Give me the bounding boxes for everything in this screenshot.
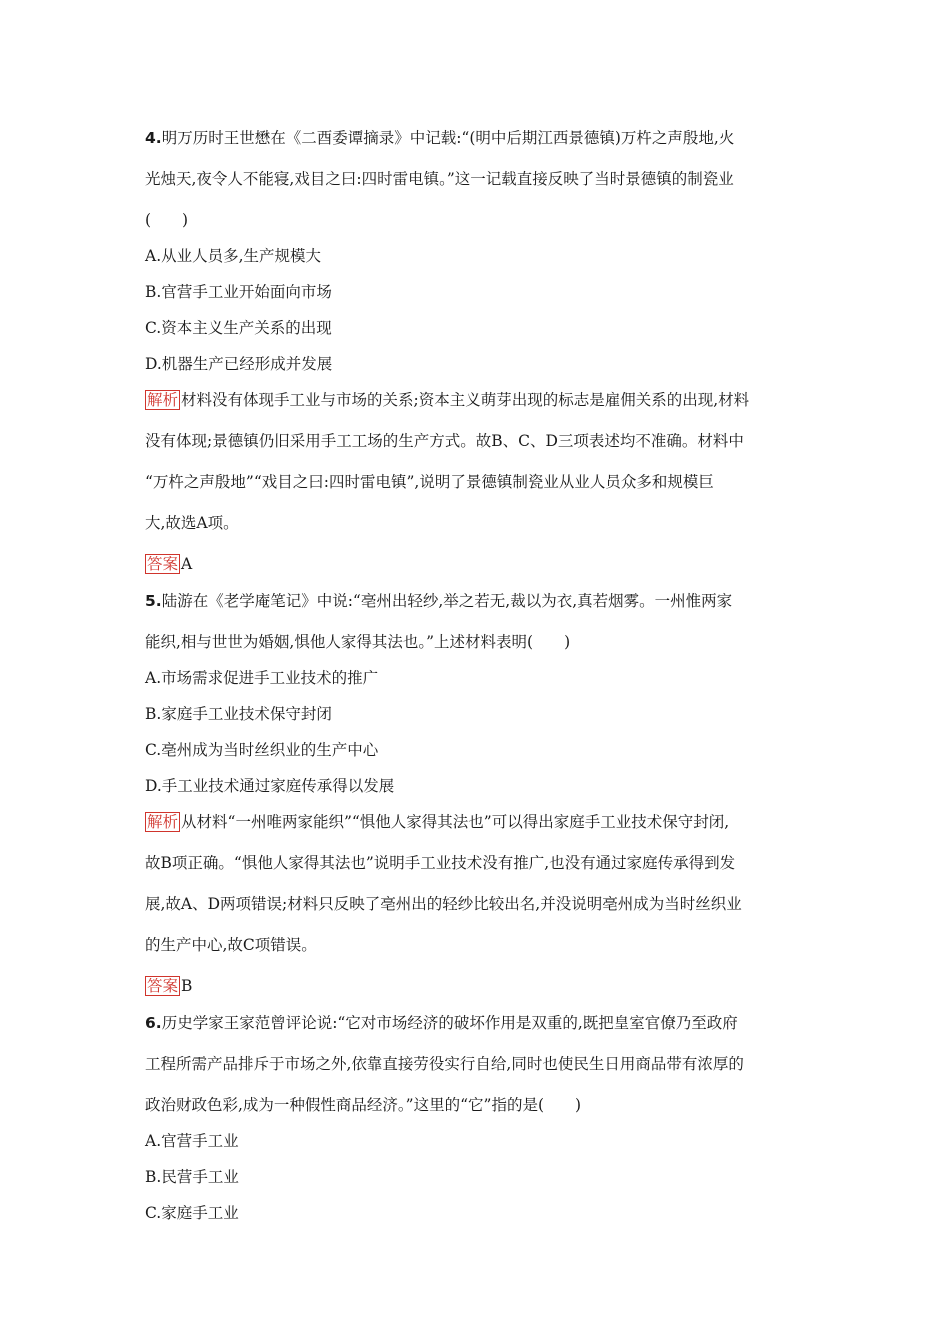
question-6 [145,1013,810,1239]
question-5 [145,591,810,1013]
answer-value: A [181,555,193,573]
question-number: 5. [145,592,162,610]
answer-label: 答案 [147,555,179,573]
question-stem-line: 能织,相与世世为婚姻,惧他人家得其法也。”上述材料表明( ) [145,633,571,651]
analysis-line: 展,故A、D两项错误;材料只反映了亳州出的轻纱比较出名,并没说明亳州成为当时丝织业 [145,895,742,913]
question-stem-line: 4.明万历时王世懋在《二酉委谭摘录》中记载:“(明中后期江西景德镇)万杵之声殷地,火 [145,129,735,147]
option-c: C.资本主义生产关系的出现 [145,319,332,337]
answer-value: B [181,977,193,995]
document-page [145,128,810,1239]
analysis-line: 解析 材料没有体现手工业与市场的关系;资本主义萌芽出现的标志是雇佣关系的出现,材料 [147,391,750,409]
analysis-line: 没有体现;景德镇仍旧采用手工工场的生产方式。故B、C、D三项表述均不准确。材料中 [145,432,744,450]
analysis-line: “万杵之声殷地”“戏目之曰:四时雷电镇”,说明了景德镇制瓷业从业人员众多和规模巨 [145,473,714,491]
question-stem-line: 5.陆游在《老学庵笔记》中说:“亳州出轻纱,举之若无,裁以为衣,真若烟雾。一州惟两家 [145,592,733,610]
option-d: D.手工业技术通过家庭传承得以发展 [145,777,395,795]
answer-line [145,554,810,591]
option-b: B.家庭手工业技术保守封闭 [145,705,332,723]
answer-label: 答案 [147,977,179,995]
analysis-line: 故B项正确。“惧他人家得其法也”说明手工业技术没有推广,也没有通过家庭传承得到发 [145,854,736,872]
option-c: C.家庭手工业 [145,1204,239,1222]
analysis-label: 解析 [147,813,179,831]
option-d: D.机器生产已经形成并发展 [145,355,333,373]
option-a: A.从业人员多,生产规模大 [145,247,322,265]
option-a: A.官营手工业 [145,1132,239,1150]
option-c: C.亳州成为当时丝织业的生产中心 [145,741,379,759]
question-stem-line: 工程所需产品排斥于市场之外,依靠直接劳役实行自给,同时也使民生日用商品带有浓厚的 [145,1055,744,1073]
analysis-line: 的生产中心,故C项错误。 [145,936,317,954]
question-number: 4. [145,129,162,147]
option-a: A.市场需求促进手工业技术的推广 [145,669,379,687]
question-number: 6. [145,1014,162,1032]
question-stem-line: 光烛天,夜令人不能寝,戏目之曰:四时雷电镇。”这一记载直接反映了当时景德镇的制瓷业 [145,170,734,188]
analysis-label: 解析 [147,391,179,409]
analysis-line: 解析 从材料“一州唯两家能织”“惧他人家得其法也”可以得出家庭手工业技术保守封闭, [147,813,730,831]
option-b: B.官营手工业开始面向市场 [145,283,332,301]
answer-line [145,976,810,1013]
question-stem-line: 政治财政色彩,成为一种假性商品经济。”这里的“它”指的是( ) [145,1096,582,1114]
question-stem-line: 6.历史学家王家范曾评论说:“它对市场经济的破坏作用是双重的,既把皇室官僚乃至政府 [145,1014,738,1032]
analysis-line: 大,故选A项。 [145,514,239,532]
option-b: B.民营手工业 [145,1168,239,1186]
question-4 [145,128,810,591]
question-stem-line: ( ) [145,211,189,229]
